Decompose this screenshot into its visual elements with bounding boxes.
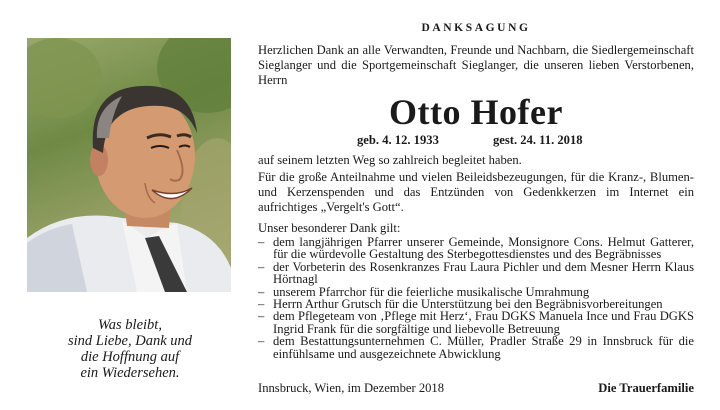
motto-line: die Hoffnung auf <box>80 349 180 365</box>
list-item-text: dem langjährigen Pfarrer unserer Gemeinde, Monsignore Cons. Helmut Gatterer, für die würdevolle Gestaltung des Sterbegottesdienstes und des Begräbnisses <box>273 235 694 262</box>
place-date: Innsbruck, Wien, im Dezember 2018 <box>258 381 445 395</box>
thanks-list <box>258 236 694 360</box>
list-item-text: dem Pflegeteam von ‚Pflege mit Herz‘, Frau DGKS Manuela Ince und Frau DGKS Ingrid Frank für die sorgfältige und liebevolle Betreuung <box>273 309 694 336</box>
special-thanks-heading: Unser besonderer Dank gilt: <box>258 221 401 235</box>
list-item: – dem langjährigen Pfarrer unserer Gemeinde, Monsignore Cons. Helmut Gatterer, für die würdevolle Gestaltung des Sterbegottesdienstes und des Begräbnisses <box>258 235 694 262</box>
portrait-icon <box>27 38 231 292</box>
list-item-text: unserem Pfarrchor für die feierliche musikalische Umrahmung <box>273 284 590 299</box>
motto-line: Was bleibt, <box>98 317 162 333</box>
deceased-name: Otto Hofer <box>389 92 563 132</box>
portrait-photo <box>27 38 231 292</box>
signature: Die Trauerfamilie <box>598 381 694 395</box>
notice-heading: DANKSAGUNG <box>421 22 531 34</box>
birth-date: geb. 4. 12. 1933 <box>357 133 439 147</box>
list-item-text: Herrn Arthur Grutsch für die Unterstützung bei den Begräbnisvorbereitungen <box>273 297 663 312</box>
list-item: – dem Pflegeteam von ‚Pflege mit Herz‘, Frau DGKS Manuela Ince und Frau DGKS Ingrid Frank für die sorgfältige und liebevolle Betreuung <box>258 309 694 336</box>
intro-paragraph: Herzlichen Dank an alle Verwandten, Freunde und Nachbarn, die Siedlergemeinschaft Sieglanger und die Sportgemeinschaft Sieglanger, die unseren lieben Verstorbenen, Herrn <box>258 43 694 87</box>
death-date: gest. 24. 11. 2018 <box>493 133 583 147</box>
list-item: – der Vorbeterin des Rosenkranzes Frau Laura Pichler und dem Mesner Herrn Klaus Hörtnagl <box>258 259 694 287</box>
notice-footer <box>258 381 694 397</box>
list-item: – dem Bestattungsunternehmen C. Müller, Pradler Straße 29 in Innsbruck für die einfühlsame und ausgezeichnete Abwicklung <box>258 334 694 361</box>
list-item: – Herrn Arthur Grutsch für die Unterstützung bei den Begräbnisvorbereitungen <box>258 297 663 312</box>
list-item: – unserem Pfarrchor für die feierliche musikalische Umrahmung <box>258 284 590 299</box>
gratitude-paragraph: Für die große Anteilnahme und vielen Beileidsbezeugungen, für die Kranz-, Blumen- und Kerzenspenden und das Entzünden von Gedenkkerzen im Internet ein aufrichtiges „Vergelt's Gott“. <box>258 170 694 214</box>
list-item-text: der Vorbeterin des Rosenkranzes Frau Laura Pichler und dem Mesner Herrn Klaus Hörtnagl <box>273 259 694 287</box>
motto-verse <box>40 317 220 381</box>
after-name-line: auf seinem letzten Weg so zahlreich begleitet haben. <box>258 153 522 167</box>
list-item-text: dem Bestattungsunternehmen C. Müller, Pradler Straße 29 in Innsbruck für die einfühlsame und ausgezeichnete Abwicklung <box>273 334 694 361</box>
motto-line: ein Wiedersehen. <box>80 365 180 381</box>
motto-line: sind Liebe, Dank und <box>67 333 193 349</box>
